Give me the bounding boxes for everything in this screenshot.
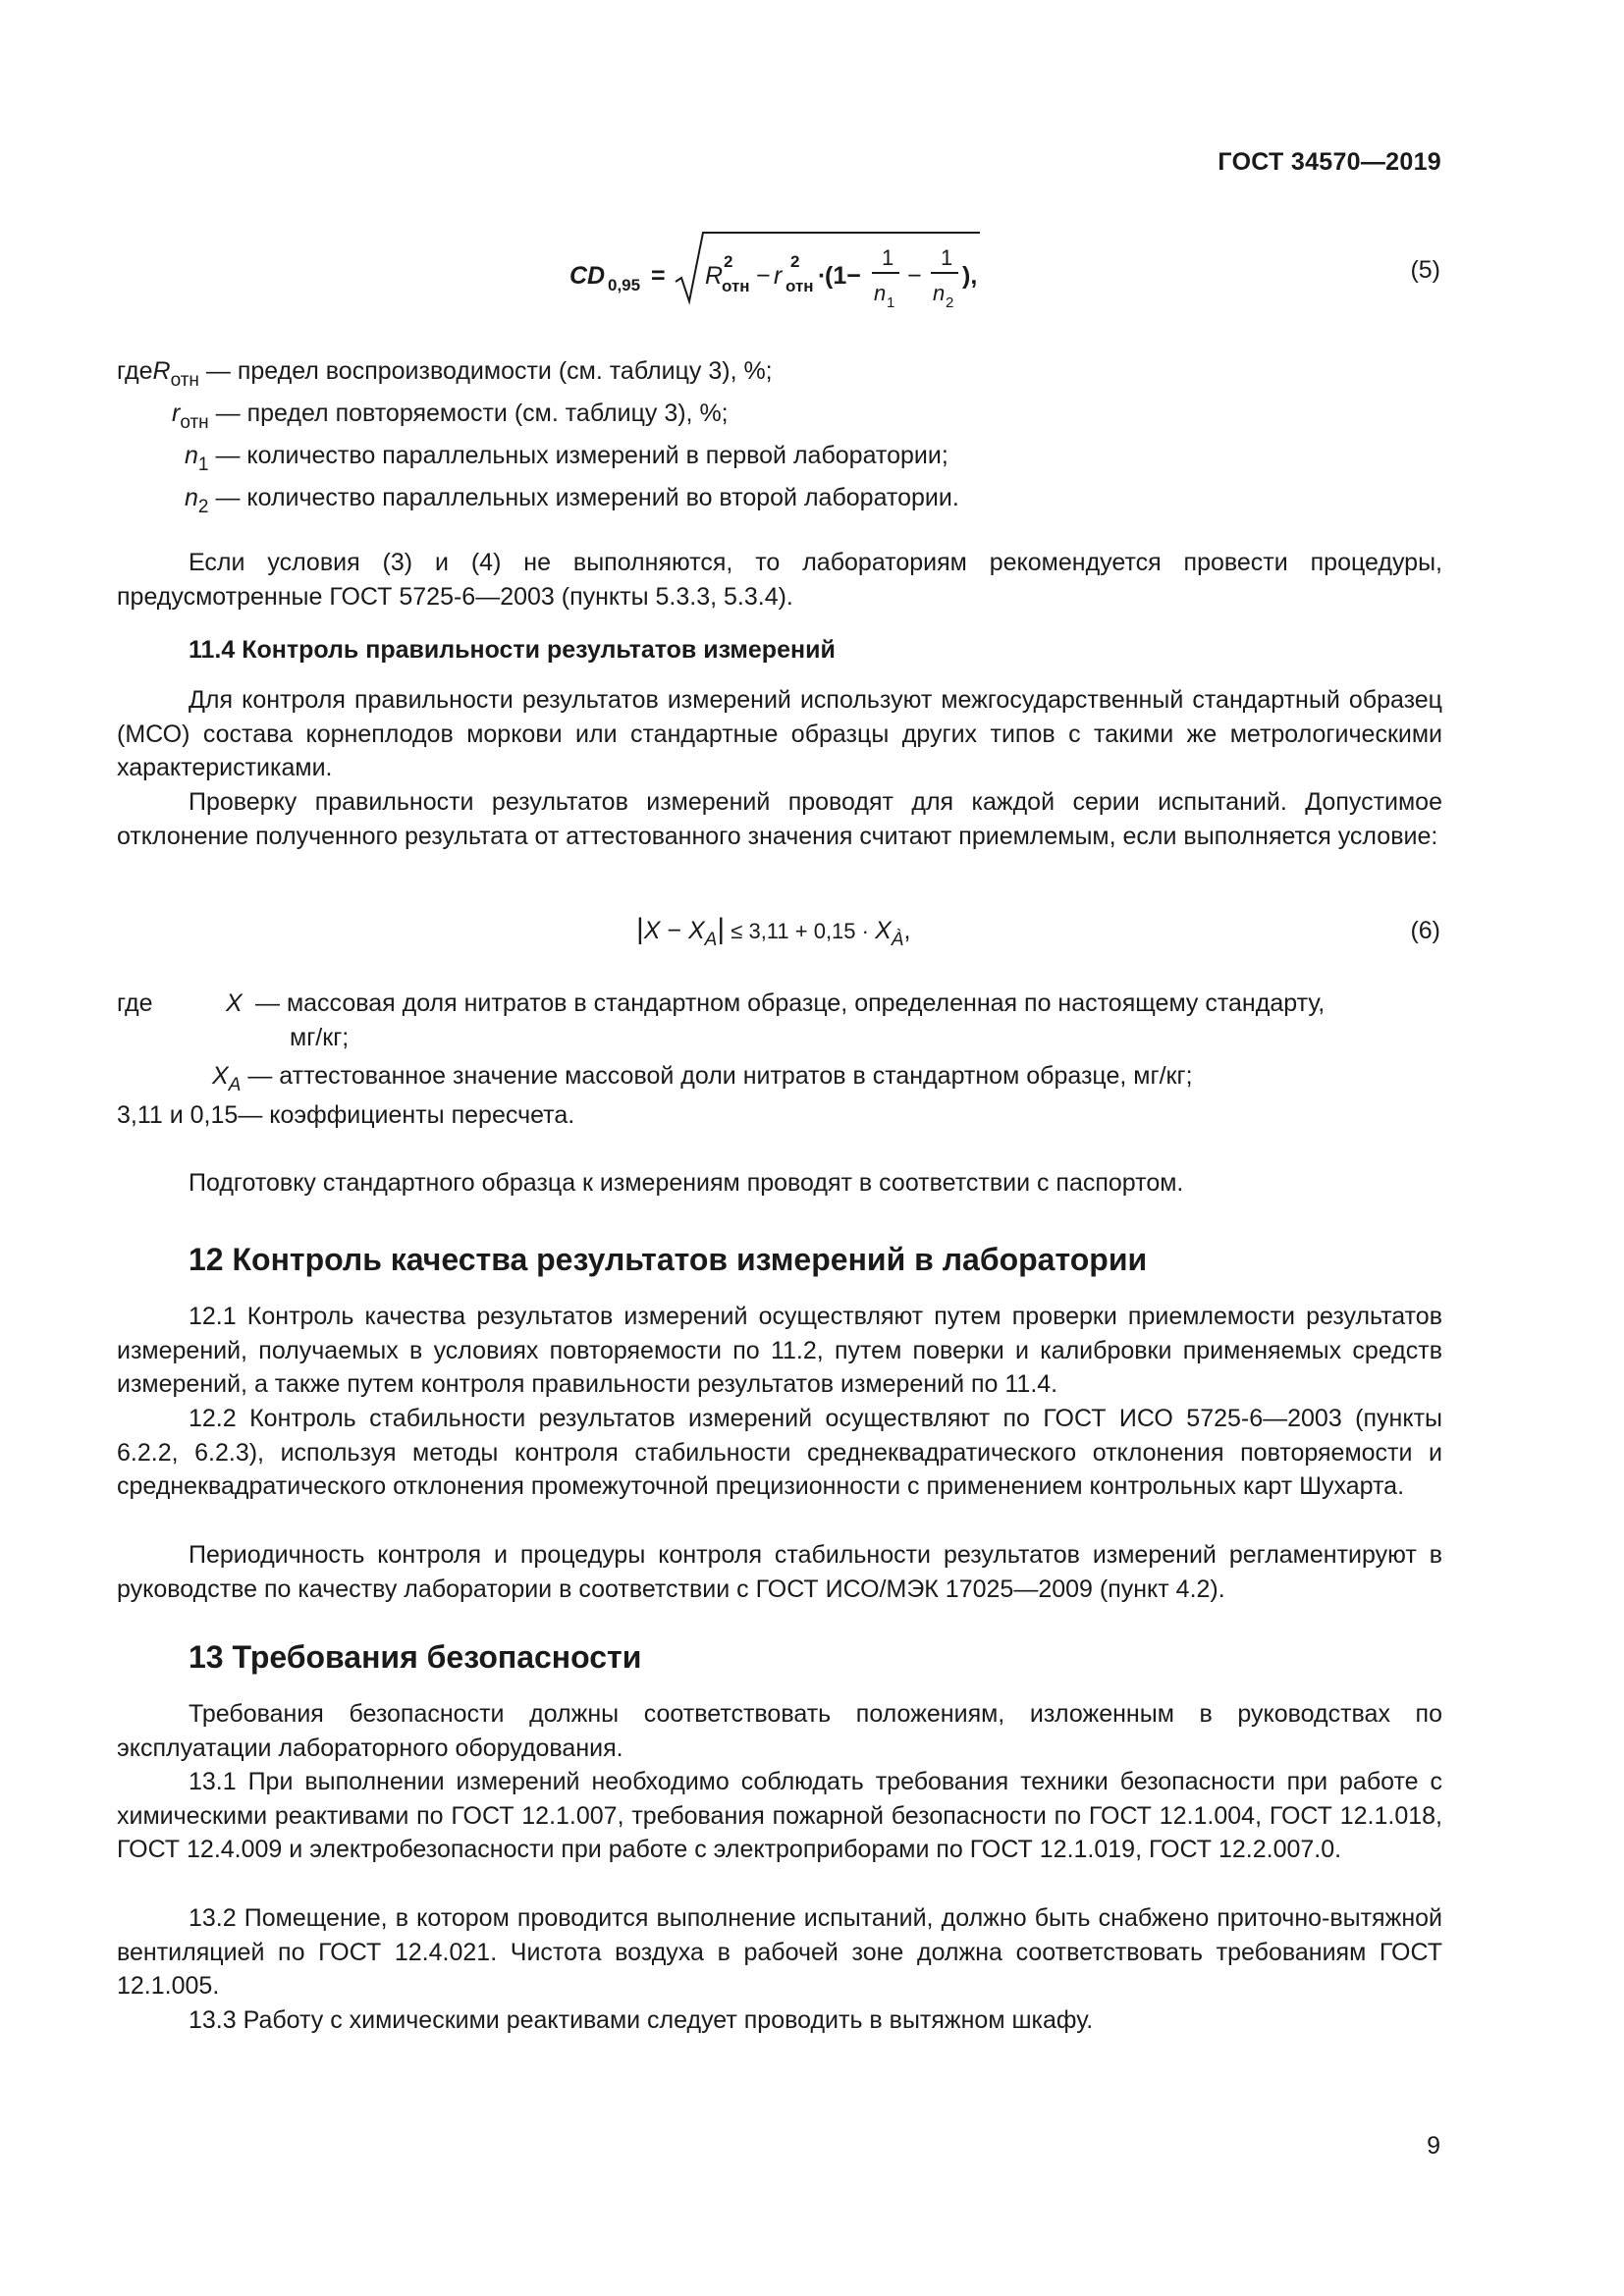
section-heading-13: 13 Требования безопасности (189, 1639, 642, 1675)
formula-5-r1-sub: отн (722, 277, 750, 295)
formula-5-frac2-den: n (933, 281, 946, 305)
formula-6-rest: ≤ 3,11 + 0,15 · (725, 919, 876, 943)
formula-5-minus-1: − (756, 262, 771, 290)
paragraph-13-1: 13.1 При выполнении измерений необходимо соблюдать требования техники безопасности при работе с химическими реактивами по ГОСТ 12.1.007, требования пожарной безопасности по ГОСТ 12.1.004, ГОСТ 12.1.018, ГОСТ 12.4.009 и электробезопасности при работе с электроприборами по ГОСТ 12.1.019, ГОСТ 12.2.007.0. (117, 1768, 1442, 1864)
formula-5-r1: R (705, 262, 724, 290)
legend-5-symbol-1-sub: отн (170, 370, 199, 391)
legend-5-symbol-2: r (172, 400, 181, 427)
legend-6-xa-item (212, 1059, 1193, 1102)
paragraph-12-periodicity: Периодичность контроля и процедуры контроля стабильности результатов измерений регламентируют в руководстве по качеству лаборатории в соответствии с ГОСТ ИСО/МЭК 17025—2009 (пункт 4.2). (117, 1541, 1442, 1603)
formula-6-xa2-sub: À (891, 930, 904, 950)
paragraph-12-2: 12.2 Контроль стабильности результатов измерений осуществляют по ГОСТ ИСО 5725-6—2003 (пункты 6.2.2, 6.2.3), используя методы контроля стабильности среднеквадратического отклонения повторяемости и среднеквадратического отклонения промежуточной прецизионности с применением контрольных карт Шухарта. (117, 1405, 1442, 1501)
legend-5-item-4 (185, 481, 959, 524)
paragraph-13-intro: Требования безопасности должны соответствовать положениям, изложенным в руководствах по эксплуатации лабораторного оборудования. (117, 1700, 1442, 1762)
formula-5-r2: r (774, 262, 783, 290)
paragraph-control-reference: Для контроля правильности результатов измерений используют межгосударственный стандартный образец (МСО) состава корнеплодов моркови или стандартные образцы других типов с такими же метрологическими характеристиками. (117, 686, 1442, 782)
formula-5-graphic (560, 221, 1011, 314)
formula-5-frac1-num: 1 (882, 245, 894, 270)
formula-6-number: (6) (1410, 917, 1440, 944)
paragraph-13-2: 13.2 Помещение, в котором проводится выполнение испытаний, должно быть снабжено приточно-вытяжной вентиляцией по ГОСТ 12.4.021. Чистота воздуха в рабочей зоне должна соответствовать требованиям ГОСТ 12.1.005. (117, 1904, 1442, 2001)
legend-5-item-2 (172, 397, 729, 440)
legend-6-x-symbol: X (226, 989, 243, 1017)
formula-5-r2-sub: отн (785, 277, 814, 295)
formula-6-comma: , (903, 917, 911, 944)
subsection-heading-11-4: 11.4 Контроль правильности результатов измерений (189, 636, 836, 664)
legend-5-symbol-3-sub: 1 (197, 454, 209, 475)
formula-6-xa2: X (875, 917, 892, 944)
formula-6-minus: − (660, 917, 688, 944)
legend-5-symbol-1: R (152, 357, 171, 385)
formula-5-number: (5) (1410, 256, 1440, 284)
formula-6-xa-sub: A (704, 930, 718, 950)
document-id-header: ГОСТ 34570—2019 (1218, 148, 1441, 176)
formula-5-lhs-sub: 0,95 (608, 276, 641, 294)
formula-5-paren-close: ), (962, 262, 978, 290)
paragraph-sample-preparation: Подготовку стандартного образца к измерениям проводят в соответствии с паспортом. (189, 1169, 1184, 1197)
formula-5-dot: · (818, 262, 827, 290)
section-heading-12: 12 Контроль качества результатов измерений в лаборатории (189, 1242, 1148, 1277)
formula-6-xa: X (687, 917, 705, 944)
formula-5-equals: = (651, 262, 666, 290)
paragraph-conditions: Если условия (3) и (4) не выполняются, то лабораториям рекомендуется провести процедуры, предусмотренные ГОСТ 5725-6—2003 (пункты 5.3.3, 5.3.4). (117, 549, 1442, 611)
formula-6-abs-right: | (717, 913, 726, 945)
formula-6-x: X (643, 917, 661, 944)
formula-6-abs-left: | (636, 913, 644, 945)
legend-5-text-3: — количество параллельных измерений в первой лаборатории; (215, 442, 948, 469)
legend-5-text-4: — количество параллельных измерений во второй лаборатории. (215, 484, 959, 511)
legend-5-item-1 (117, 354, 773, 398)
legend-6-xa-symbol: X (212, 1062, 229, 1090)
legend-5-text-1: — предел воспроизводимости (см. таблицу 3), %; (205, 357, 773, 385)
legend-6-x-text: — массовая доля нитратов в стандартном образце, определенная по настоящему стандарту, (255, 989, 1326, 1017)
paragraph-12-1: 12.1 Контроль качества результатов измерений осуществляют путем проверки приемлемости результатов измерений, получаемых в условиях повторяемости по 11.2, путем поверки и калибровки применяемых средств измерений, а также путем контроля правильности результатов измерений по 11.4. (117, 1303, 1442, 1399)
formula-5-r2-sup: 2 (790, 252, 800, 271)
formula-5-minus-2: − (907, 262, 922, 290)
formula-5-paren-open: (1− (825, 262, 861, 290)
formula-5-lhs: CD (569, 262, 606, 290)
formula-5-r1-sup: 2 (724, 252, 733, 271)
formula-5-frac2-den-sub: 2 (946, 294, 954, 311)
formula-5-frac2-num: 1 (941, 245, 953, 270)
legend-5-symbol-3: n (185, 442, 198, 469)
paragraph-control-check: Проверку правильности результатов измерений проводят для каждой серии испытаний. Допустимое отклонение полученного результата от аттестованного значения считают приемлемым, если выполняется условие: (117, 788, 1442, 850)
formula-5-frac1-den: n (874, 281, 887, 305)
legend-5-symbol-2-sub: отн (180, 412, 209, 433)
legend-5-symbol-4: n (185, 484, 198, 511)
legend-6-coefficients: 3,11 и 0,15— коэффициенты пересчета. (117, 1101, 575, 1129)
formula-5-frac1-den-sub: 1 (887, 294, 895, 311)
legend-6-xa-sub: A (228, 1075, 242, 1095)
paragraph-13-3: 13.3 Работу с химическими реактивами следует проводить в вытяжном шкафу. (189, 2006, 1094, 2034)
legend-5-item-3 (185, 439, 948, 482)
legend-5-text-2: — предел повторяемости (см. таблицу 3), %; (215, 400, 729, 427)
legend-6-where: где (117, 989, 153, 1017)
legend-5-symbol-4-sub: 2 (197, 497, 209, 517)
formula-6-expression (636, 913, 910, 951)
legend-6-x-text-cont: мг/кг; (290, 1024, 350, 1051)
page-number: 9 (1427, 2132, 1440, 2160)
legend-5-where: где (117, 357, 153, 385)
legend-6-xa-text: — аттестованное значение массовой доли нитратов в стандартном образце, мг/кг; (247, 1062, 1193, 1090)
